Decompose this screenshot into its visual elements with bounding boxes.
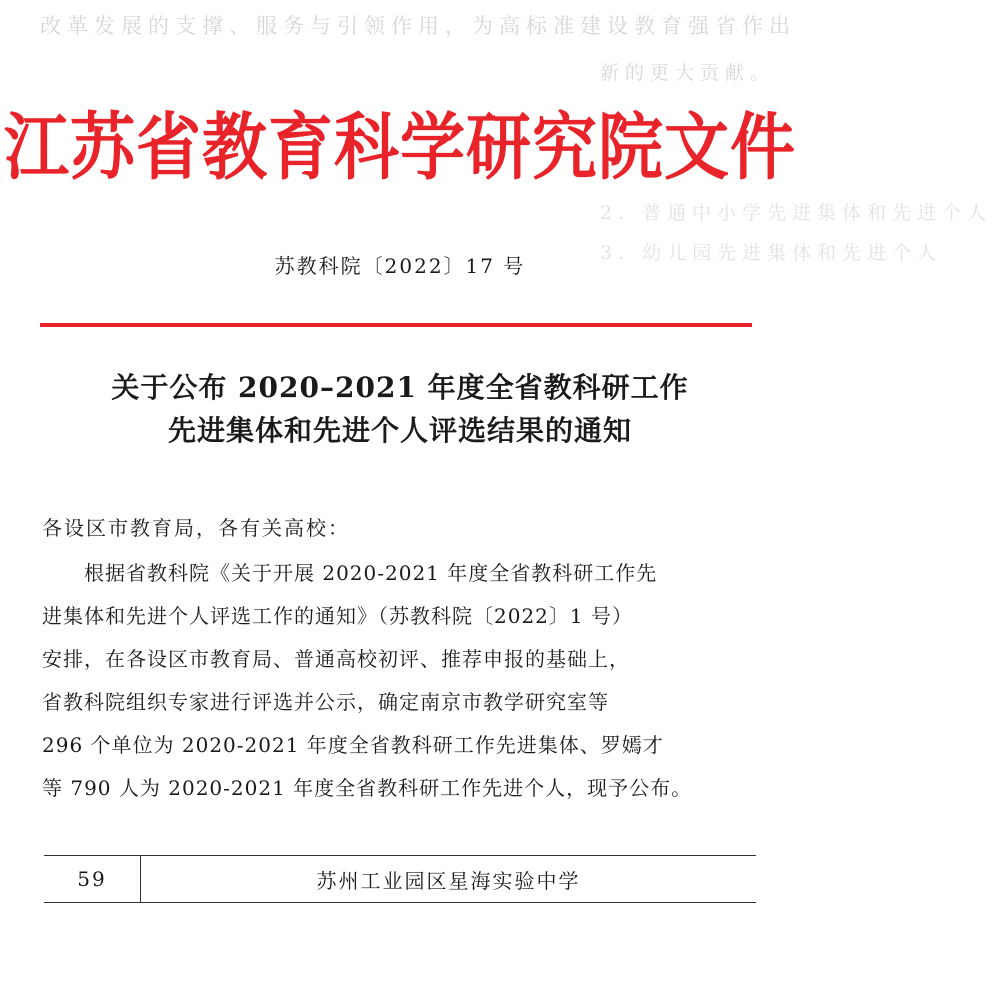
notice-title xyxy=(0,366,800,452)
body-line: 进集体和先进个人评选工作的通知》（苏教科院〔2022〕1 号） xyxy=(42,604,633,628)
row-number: 59 xyxy=(44,856,141,902)
bleed-through-text: 2. 普通中小学先进集体和先进个人 xyxy=(600,202,992,224)
body-line: 安排，在各设区市教育局、普通高校初评、推荐申报的基础上， xyxy=(42,647,630,671)
notice-title-line: 关于公布 2020–2021 年度全省教科研工作 xyxy=(111,371,689,404)
body-line: 根据省教科院《关于开展 2020-2021 年度全省教科研工作先 xyxy=(84,561,658,585)
notice-title-line: 先进集体和先进个人评选结果的通知 xyxy=(167,414,632,447)
table-row xyxy=(44,855,756,903)
bleed-through-text: 3. 幼儿园先进集体和先进个人 xyxy=(600,242,943,264)
salutation: 各设区市教育局，各有关高校： xyxy=(42,516,350,540)
bleed-through-text: 改革发展的支撑、服务与引领作用，为高标准建设教育强省作出 xyxy=(40,14,796,38)
body-line: 省教科院组织专家进行评选并公示，确定南京市教学研究室等 xyxy=(42,690,609,714)
document-number: 苏教科院〔2022〕17 号 xyxy=(274,254,526,278)
bleed-through-text: 新的更大贡献。 xyxy=(600,62,776,84)
notice-body xyxy=(42,552,772,810)
school-name: 苏州工业园区星海实验中学 xyxy=(316,868,581,893)
body-line: 等 790 人为 2020-2021 年度全省教科研工作先进个人，现予公布。 xyxy=(42,776,693,800)
red-divider xyxy=(40,323,752,327)
masthead-title: 江苏省教育科学研究院文件 xyxy=(3,105,796,191)
body-line: 296 个单位为 2020-2021 年度全省教科研工作先进集体、罗嫣才 xyxy=(42,733,664,757)
